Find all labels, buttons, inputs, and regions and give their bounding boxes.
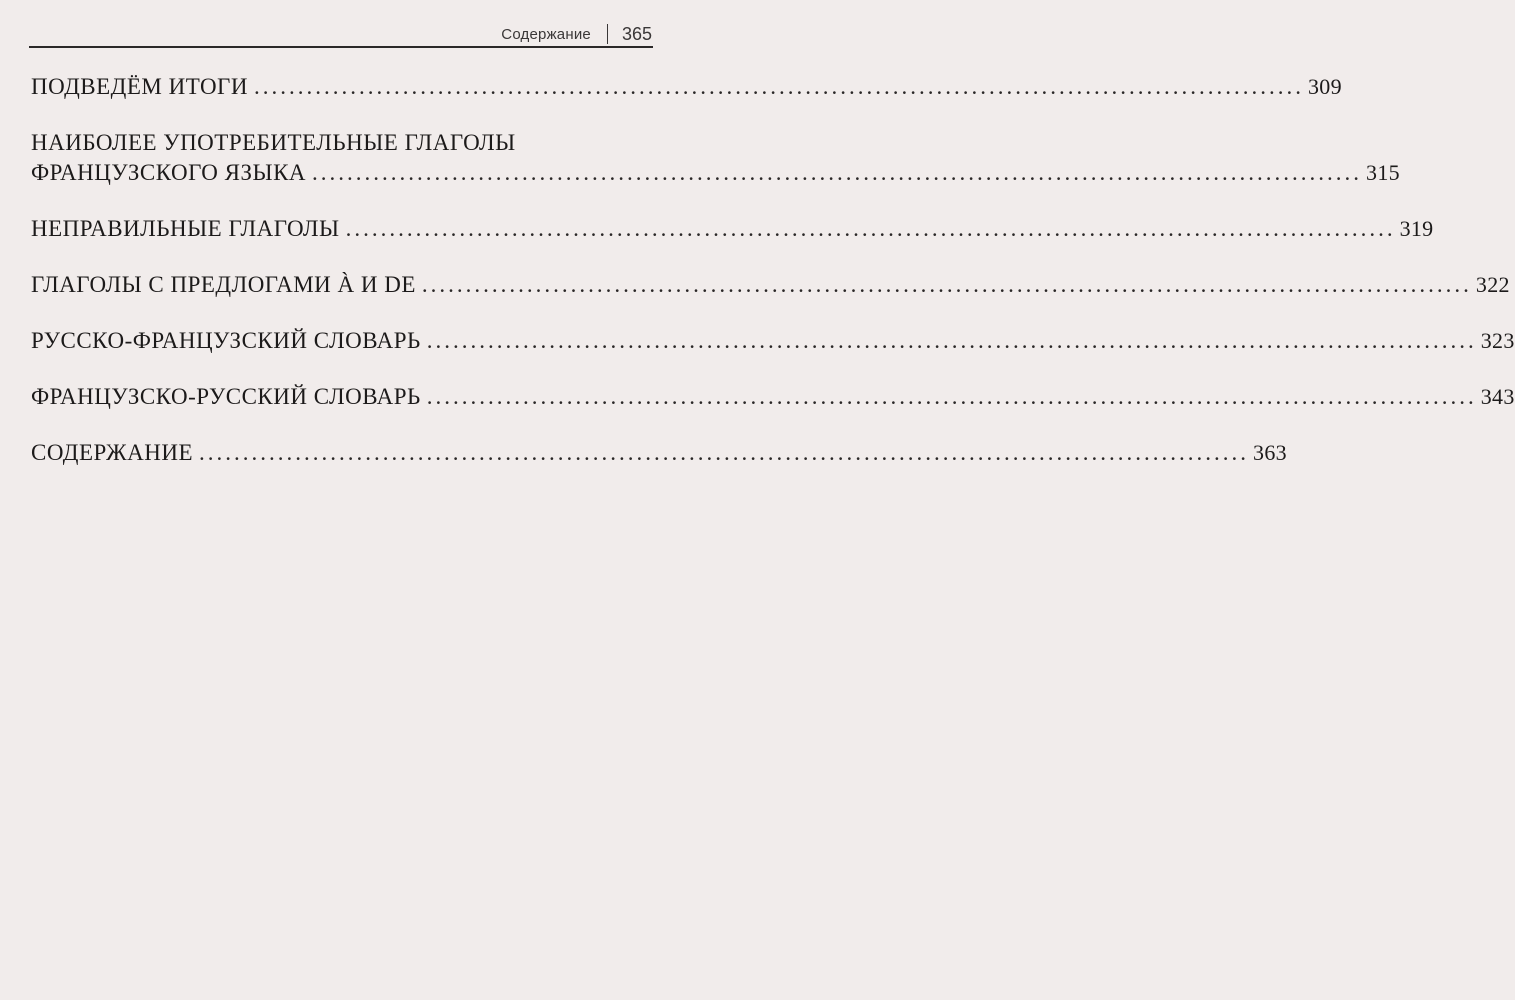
toc-entry-title: РУССКО-ФРАНЦУЗСКИЙ СЛОВАРЬ: [31, 328, 421, 353]
dot-leader: ........................................................................................................................: [345, 216, 1396, 241]
toc-entry: [31, 382, 1515, 412]
toc-entry-page: 315: [1366, 160, 1400, 185]
running-head-divider: [607, 24, 608, 44]
toc-entry-title: СОДЕРЖАНИЕ: [31, 440, 194, 465]
toc-entry-page: 319: [1399, 216, 1434, 241]
toc-entry: [31, 72, 1342, 102]
running-head-section-title: Содержание: [501, 25, 591, 43]
toc-entry-page: 363: [1253, 440, 1287, 465]
toc-entry-title: ПОДВЕДЁМ ИТОГИ: [31, 74, 248, 99]
toc-entry-page: 322: [1475, 272, 1510, 297]
toc-entry-title: ГЛАГОЛЫ С ПРЕДЛОГАМИ À И DE: [31, 272, 416, 297]
dot-leader: ........................................................................................................................: [426, 328, 1477, 353]
dot-leader: ........................................................................................................................: [421, 272, 1472, 297]
toc-entry-page: 343: [1480, 384, 1515, 409]
toc-entry-title-line2: ФРАНЦУЗСКОГО ЯЗЫКА: [31, 160, 307, 185]
page-number: 365: [621, 23, 652, 44]
toc-entry-page: 309: [1307, 74, 1342, 99]
table-of-contents: [31, 72, 1515, 494]
toc-entry-title: НЕПРАВИЛЬНЫЕ ГЛАГОЛЫ: [31, 216, 340, 241]
toc-entry: [31, 214, 1434, 244]
toc-entry-page: 323: [1480, 328, 1515, 353]
running-head: [501, 22, 652, 46]
dot-leader: ........................................................................................................................: [253, 74, 1304, 99]
toc-entry: [31, 128, 1400, 188]
header-rule: [29, 46, 653, 48]
toc-entry: [31, 438, 1287, 468]
toc-entry-title: ФРАНЦУЗСКО-РУССКИЙ СЛОВАРЬ: [31, 384, 421, 409]
toc-entry: [31, 326, 1515, 356]
dot-leader: ........................................................................................................................: [426, 384, 1477, 409]
dot-leader: ........................................................................................................................: [312, 160, 1363, 185]
toc-entry: [31, 270, 1510, 300]
dot-leader: ........................................................................................................................: [199, 440, 1250, 465]
toc-entry-title-line1: НАИБОЛЕЕ УПОТРЕБИТЕЛЬНЫЕ ГЛАГОЛЫ: [31, 130, 516, 155]
